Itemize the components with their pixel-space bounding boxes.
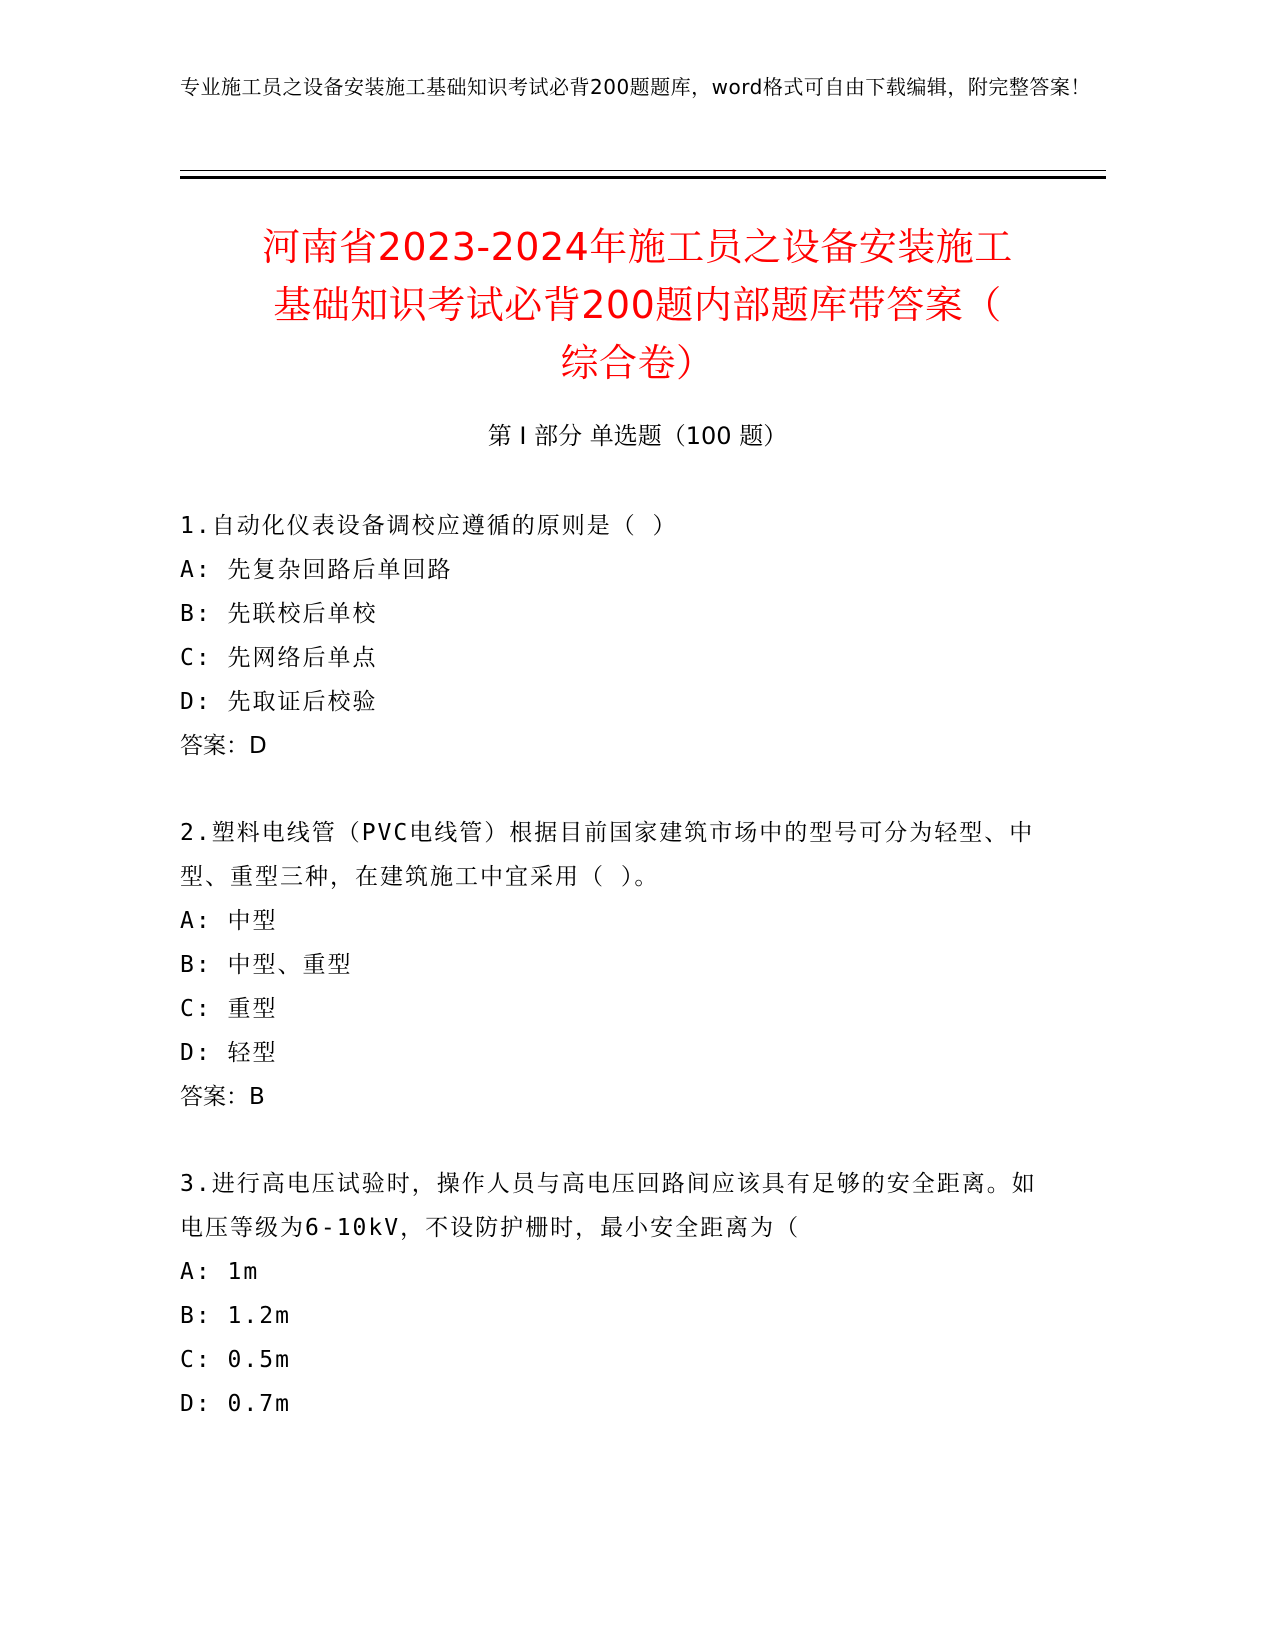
header-divider-thick xyxy=(180,176,1106,179)
question-3 xyxy=(180,1162,1060,1426)
header-divider-thin xyxy=(180,170,1106,171)
answer-line: 答案：B xyxy=(180,1084,265,1110)
option-d: D: 轻型 xyxy=(180,1040,278,1066)
option-d: D: 0.7m xyxy=(180,1391,291,1417)
option-a: A: 中型 xyxy=(180,908,278,934)
header-note: 专业施工员之设备安装施工基础知识考试必背200题题库，word格式可自由下载编辑，附完整答案！ xyxy=(180,75,1091,99)
question-1 xyxy=(180,504,1060,768)
option-d: D: 先取证后校验 xyxy=(180,689,378,715)
title-line-2: 基础知识考试必背200题内部题库带答案（ xyxy=(273,283,1002,327)
option-b: B: 先联校后单校 xyxy=(180,601,378,627)
question-text: 3.进行高电压试验时，操作人员与高电压回路间应该具有足够的安全距离。如电压等级为6-10kV，不设防护栅时，最小安全距离为（ xyxy=(180,1171,1037,1241)
option-c: C: 先网络后单点 xyxy=(180,645,378,671)
option-b: B: 中型、重型 xyxy=(180,952,353,978)
option-a: A: 1m xyxy=(180,1259,260,1285)
question-list xyxy=(180,504,1060,1426)
option-a: A: 先复杂回路后单回路 xyxy=(180,557,453,583)
title-line-3: 综合卷） xyxy=(560,341,715,385)
title-line-1: 河南省2023-2024年施工员之设备安装施工 xyxy=(262,225,1013,269)
option-c: C: 0.5m xyxy=(180,1347,291,1373)
document-title xyxy=(160,218,1115,392)
question-spacer xyxy=(180,768,1060,811)
question-2 xyxy=(180,811,1060,1119)
question-text: 2.塑料电线管（PVC电线管）根据目前国家建筑市场中的型号可分为轻型、中型、重型三种，在建筑施工中宜采用（ ）。 xyxy=(180,820,1035,890)
section-heading: 第 I 部分 单选题（100 题） xyxy=(487,422,788,450)
question-text: 1.自动化仪表设备调校应遵循的原则是（ ） xyxy=(180,513,678,539)
option-c: C: 重型 xyxy=(180,996,278,1022)
answer-line: 答案：D xyxy=(180,733,267,759)
option-b: B: 1.2m xyxy=(180,1303,291,1329)
question-spacer xyxy=(180,1119,1060,1162)
